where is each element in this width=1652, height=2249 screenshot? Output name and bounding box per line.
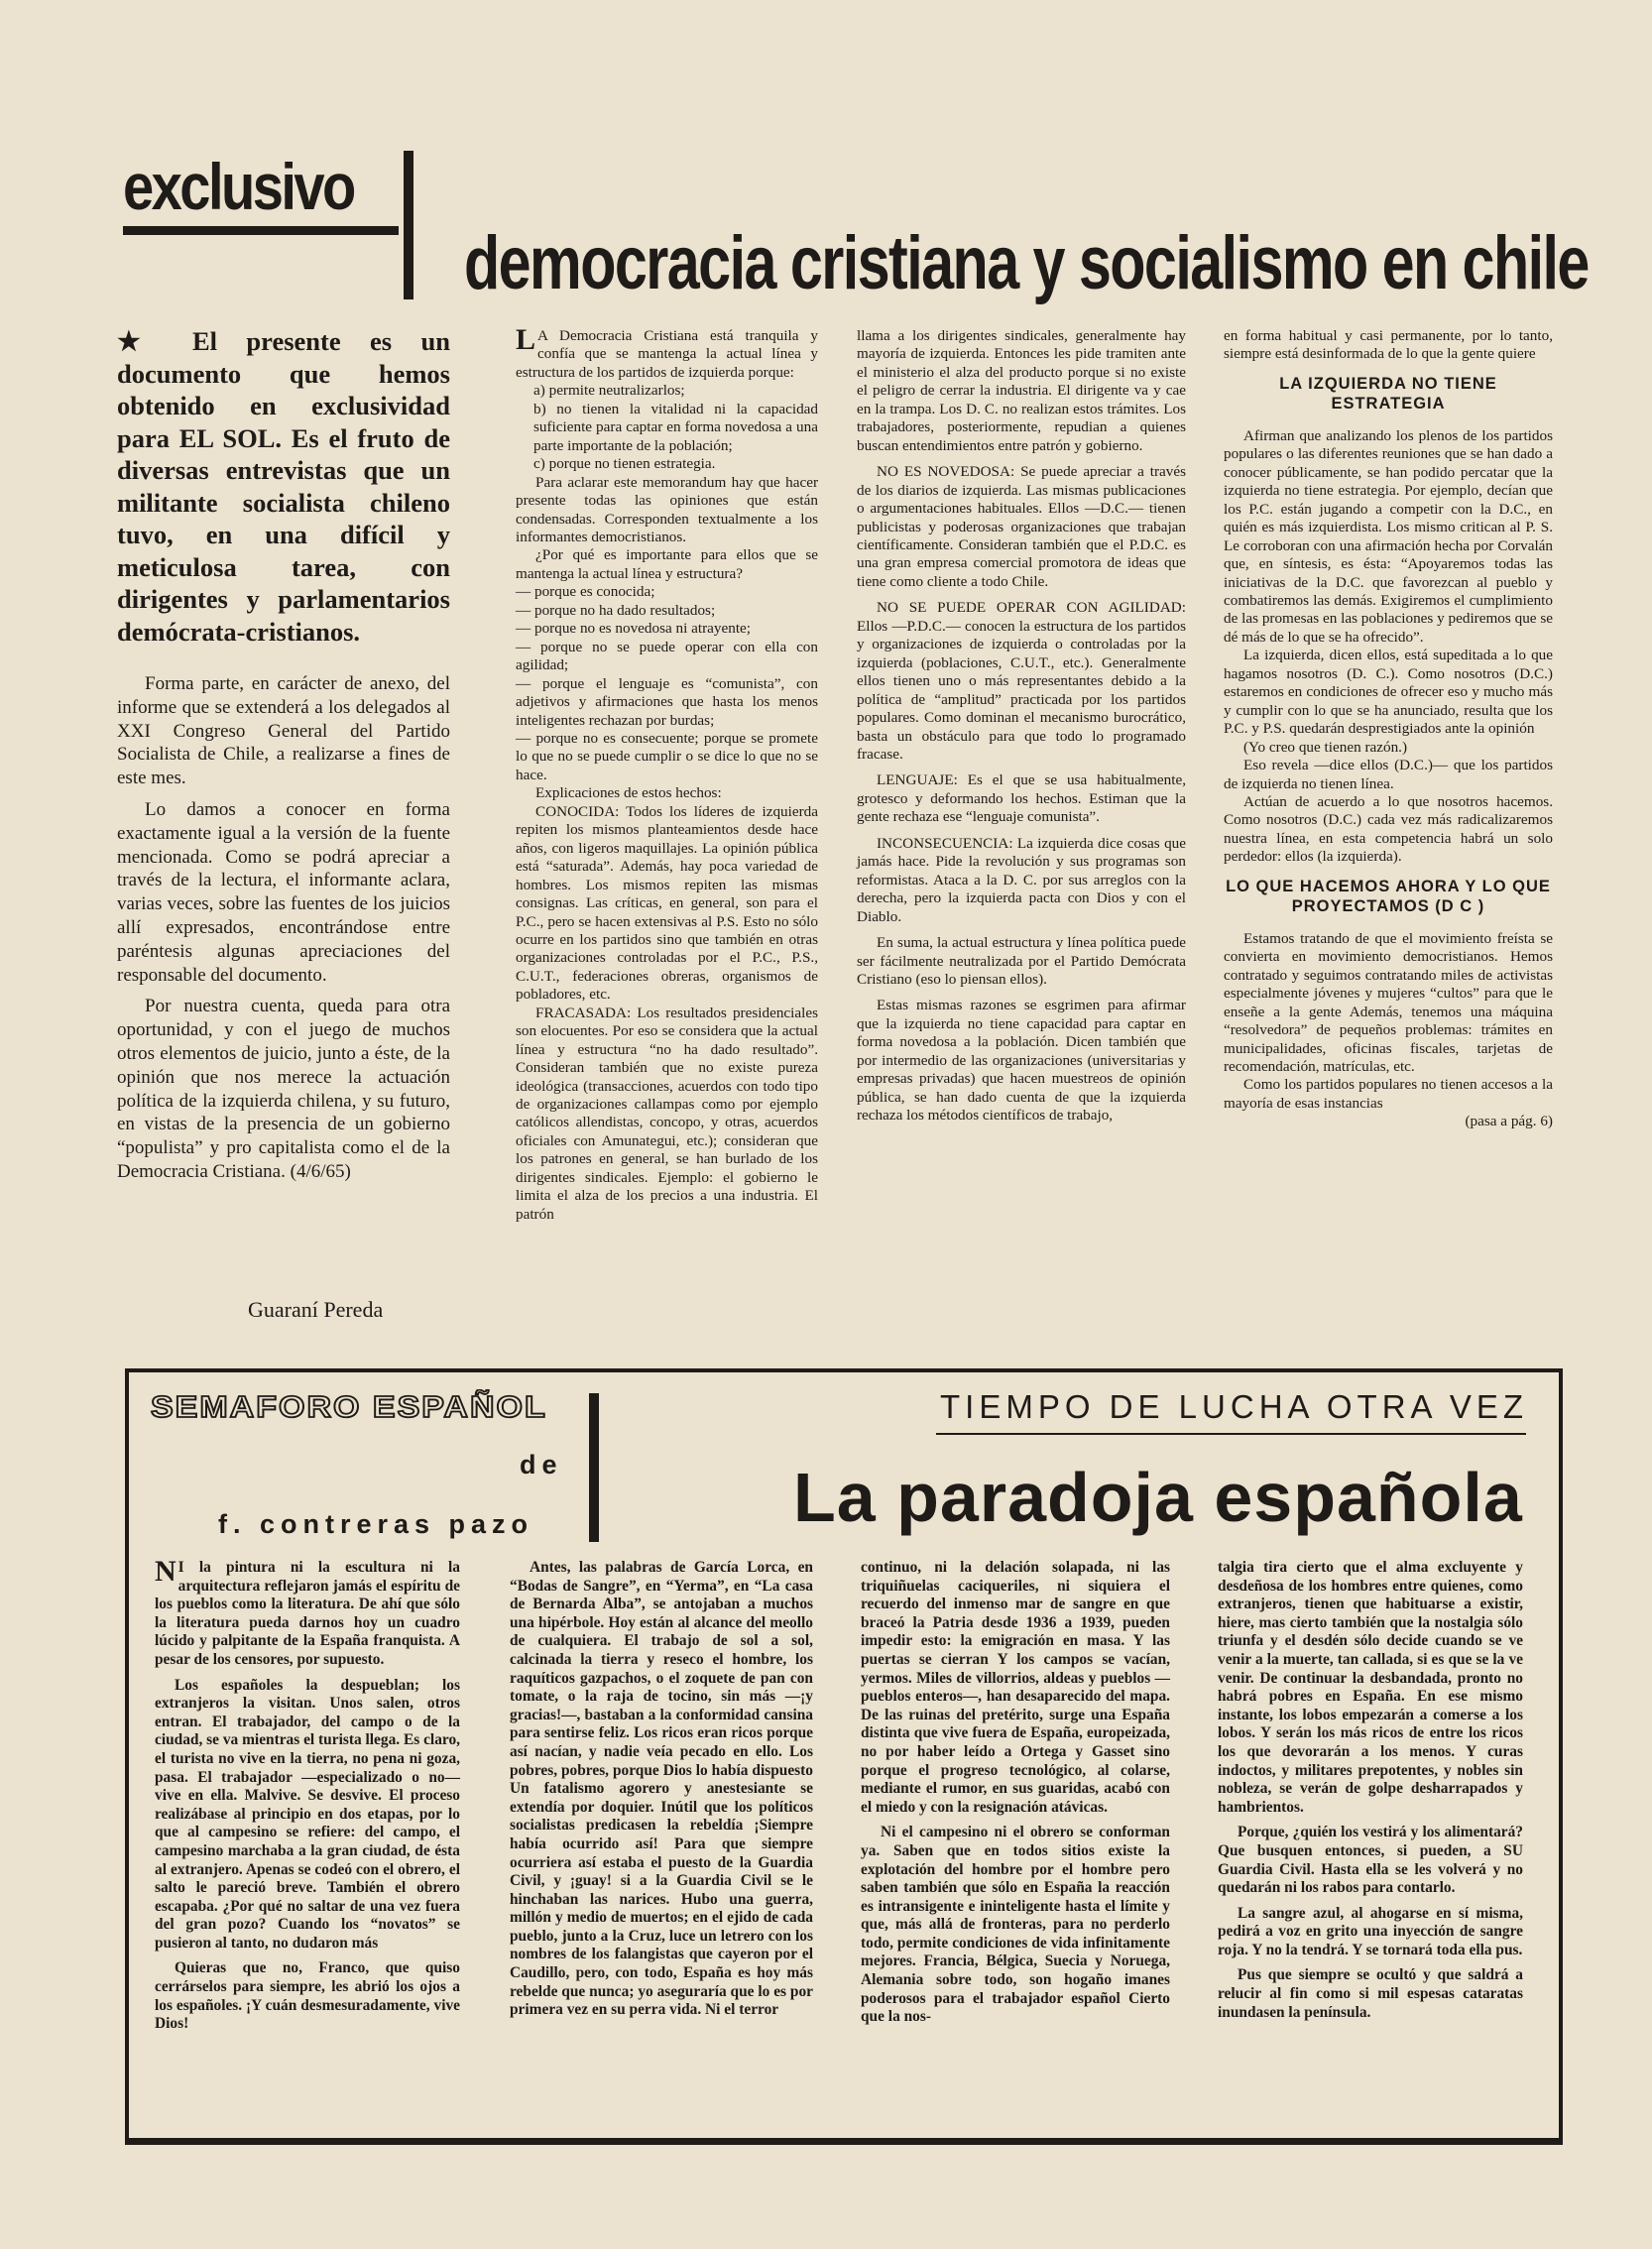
article2-column-3 xyxy=(861,1559,1170,2034)
paragraph xyxy=(516,323,818,382)
paragraph: Quieras que no, Franco, que quiso cerrárselos para siempre, les abrió los ojos a los españoles. ¡Y cuán desmesuradamente, vive Dios! xyxy=(155,1959,460,2033)
drop-cap: L xyxy=(516,323,536,356)
article1-column-3 xyxy=(857,327,1186,1125)
paragraph: talgia tira cierto que el alma excluyente y desdeñosa de los hombres entre quienes, como extranjeros, tienen que habituarse a existir, hiere, mas cierto también que la nostalgia sólo triunfa y el desdén sólo decide cuando se ve venir a la muerte, tan callada, si es que se la ve venir. De continuar la desbandada, pronto no habrá pobres en España. En ese mismo instante, los lobos empezarán a comerse a los lobos. Y serán los más ricos de entre los ricos los que devorarán a los menos. Y curas indoctos, y militares prepotentes, y nobles sin nobleza, se verán de golpe desharrapados y hambrientos. xyxy=(1218,1559,1523,1816)
paragraph: en forma habitual y casi permanente, por lo tanto, siempre está desinformada de lo que la gente quiere xyxy=(1224,327,1553,363)
list-item: — porque no ha dado resultados; xyxy=(516,601,716,619)
article1-column-2 xyxy=(516,323,818,1224)
subheading: LA IZQUIERDA NO TIENE ESTRATEGIA xyxy=(1279,374,1497,413)
paragraph: FRACASADA: Los resultados presidenciales son elocuentes. Por eso se considera que la actual línea y estructura “no ha dado resultado”. Consideran también que no existe pureza ideológica (transacciones, acuerdos con todo tipo de organizaciones callampas como por ejemplo católicos allendistas, concopo, y otras, acuerdos oficiales con Amunategui, etc.); consideran que los patrones en general, se han burlado de los dirigentes sindicales. Ejemplo: el gobierno le limita el alza de los precios a una industria. El patrón xyxy=(516,1004,818,1223)
paragraph: NO SE PUEDE OPERAR CON AGILIDAD: Ellos —P.D.C.— conocen la estructura de los partidos y organizaciones de izquierda o controladas por la izquierda (poblaciones, C.U.T., etc.). Generalmente ellos tienen uno o más representantes debido a la política de “amplitud” practicada por los partidos populares. Como dominan el mecanismo burocrático, basta un obstáculo para que todo lo programado fracase. xyxy=(857,599,1186,763)
byline-author: f. contreras pazo xyxy=(218,1509,534,1539)
list-item: — porque el lenguaje es “comunista”, con adjetivos y afirmaciones que hasta los menos inteligentes rechazan por burdas; xyxy=(516,674,818,729)
paragraph: Porque, ¿quién los vestirá y los alimentará? Que busquen entonces, si pueden, a SU Guardia Civil. Hasta ella se les volverá y no quedarán ni los rabos para contarlo. xyxy=(1218,1824,1523,1897)
paragraph: llama a los dirigentes sindicales, generalmente hay mayoría de izquierda. Entonces les pide tramiten ante el ministerio el alza del producto porque si no existe el peligro de cerrar la industria. El dirigente va y cae en la trampa. Los D. C. no realizan estos trámites. Los trabajadores, posteriormente, repudian a quienes buscan entendimientos entre patrón y gobierno. xyxy=(857,327,1186,454)
list-item: — porque no se puede operar con ella con agilidad; xyxy=(516,638,818,674)
drop-cap: N xyxy=(155,1555,177,1588)
subheading: LO QUE HACEMOS AHORA Y LO QUE PROYECTAMOS (D C ) xyxy=(1226,877,1551,915)
paragraph: Eso revela —dice ellos (D.C.)— que los partidos de izquierda no tienen línea. xyxy=(1224,757,1553,792)
intro-paragraph: ★ El presente es un documento que hemos obtenido en exclusividad para EL SOL. Es el fruto de diversas entrevistas que un militante socialista chileno tuvo, en una difícil y meticulosa tarea, con dirigentes y parlamentarios demócrata-cristianos. xyxy=(117,326,450,647)
paragraph: Estamos tratando de que el movimiento freísta se convierta en movimiento democristianos. Hemos contratado y seguimos contratando miles de activistas especialmente jóvenes y mujeres “cultos” para que le enseñe a la gente Además, tenemos una máquina “resolvedora” de pequeños problemas: trámites en municipalidades, oficinas fiscales, tarjetas de recomendación, matrículas, etc. xyxy=(1224,929,1553,1075)
list-item: b) no tienen la vitalidad ni la capacidad suficiente para captar en forma novedosa a una parte importante de la población; xyxy=(533,400,818,454)
kicker-rule xyxy=(936,1433,1526,1435)
list-item: — porque no es novedosa ni atrayente; xyxy=(516,620,752,638)
author-signature: Guaraní Pereda xyxy=(248,1297,384,1322)
article1-column-4 xyxy=(1224,327,1553,1131)
list-item: c) porque no tienen estrategia. xyxy=(533,455,716,473)
continued-note: (pasa a pág. 6) xyxy=(1465,1113,1553,1130)
paragraph: Los españoles la despueblan; los extranjeros la visitan. Unos salen, otros entran. El trabajador, del campo o de la ciudad, se va mientras el turista llega. Es claro, el turista no vive en la tierra, no pena ni goza, pasa. El trabajador —especializado o no— vive en ella. Malvive. Se desvive. El proceso realizábase al principio en dos etapas, por lo que al campesino se refiere: del campo, el campesino marchaba a la gran ciudad, de ésta al extranjero. Apenas se codeó con el obrero, el salto le pareció breve. También el obrero escapaba. ¿Por qué no saltar de una vez fuera del gran pozo? Cuando los “novatos” se pusieron al tanto, no dudaron más xyxy=(155,1676,460,1952)
article2-column-4 xyxy=(1218,1559,1523,2029)
paragraph: Afirman que analizando los plenos de los partidos populares o las diferentes reuniones que se han dado a conocer públicamente, se han podido percatar que la izquierda no tiene estrategia. Por ejemplo, decían que los P.C. están jugando a competir con la D.C., en quién es más izquierdista. Los mismo critican al P. S. Le corroboran con una afirmación hecha por Corvalán que, en síntesis, es ésta: “Apoyaremos todas las iniciativas de la D.C. que favorezcan al pueblo y combatiremos las demás. Exigiremos el cumplimiento de las promesas en las poblaciones y pediremos que se dé más de lo que se ha ofrecido”. xyxy=(1224,426,1553,646)
article1-column-1 xyxy=(117,672,450,1192)
article2-column-2 xyxy=(510,1559,813,2027)
paragraph: La izquierda, dicen ellos, está supeditada a lo que hagamos nosotros (D. C.). Como nosotros (D.C.) estaremos en condiciones de ofrecer eso y mucho más y cumplir con lo que se ha anunciado, resulta que los P.C. y P.S. quedarán desprestigiados ante la opinión xyxy=(1224,647,1553,738)
paragraph: INCONSECUENCIA: La izquierda dice cosas que jamás hace. Pide la revolución y sus programas son reformistas. Ataca a la D. C. por sus arreglos con la derecha, pero la izquierda pacta con Dios y con el Diablo. xyxy=(857,834,1186,925)
paragraph: NO ES NOVEDOSA: Se puede apreciar a través de los diarios de izquierda. Las mismas publicaciones o argumentaciones habituales. Ellos —D.C.— tienen publicistas y poderosas organizaciones que trabajan científicamente. Consideran también que el P.D.C. es una gran empresa comercial promotora de ideas que tiene como cliente a todo Chile. xyxy=(857,463,1186,590)
paragraph: Por nuestra cuenta, queda para otra oportunidad, y con el juego de muchos otros elementos de juicio, junto a éste, de la opinión que nos merece la actuación política de la izquierda chilena, y su futuro, en vistas de la presencia de un gobierno “populista” y pro capitalista como el de la Democracia Cristiana. (4/6/65) xyxy=(117,996,450,1182)
lead-text: I la pintura ni la escultura ni la arquitectura reflejaron jamás el espíritu de los pueblos como la literatura. De ahí que sólo la literatura pueda darnos hoy un cuadro lúcido y palpitante de la España franquista. A pesar de los censores, por supuesto. xyxy=(155,1559,460,1668)
vertical-rule xyxy=(589,1393,599,1542)
paragraph: Explicaciones de estos hechos: xyxy=(535,784,722,802)
section-title: SEMAFORO ESPAÑOL xyxy=(151,1389,547,1425)
vertical-rule xyxy=(404,151,413,299)
paragraph: Actúan de acuerdo a lo que nosotros hacemos. Como nosotros (D.C.) cada vez más radicalizaremos nuestra línea, en esta competencia habrá un solo perdedor: ellos (la izquierda). xyxy=(1224,792,1553,866)
paragraph: Antes, las palabras de García Lorca, en “Bodas de Sangre”, en “Yerma”, en “La casa de Bernarda Alba”, se antojaban a muchos una hipérbole. Hoy están al alcance del meollo de cualquiera. El trabajo de sol a sol, calcinada la tierra y reseco el hombre, los raquíticos gazpachos, o el zoquete de pan con tomate, o la raja de tocino, sin más —¡y gracias!—, bastaban a la conformidad cansina para sentirse feliz. Los ricos eran ricos porque así nacían, y nadie veía pecado en ello. Los pobres, pobres, porque Dios lo había dispuesto Un fatalismo agorero y anestesiante se extendía por doquier. Inútil que los políticos socialistas predicasen la rebeldía ¡Siempre había ocurrido así! Para que siempre ocurriera así estaba el puesto de la Guardia Civil, y ¡guay! si a la Guardia Civil se le hinchaban las narices. Hubo una guerra, millón y medio de muertos; en el ejido de cada pueblo, junto a la Cruz, luce un letrero con los nombres de los falangistas que cayeron por el Caudillo, pero, con todo, España es hoy más rebelde que nunca; yo aseguraría que lo es por primera vez en su perra vida. Ni el terror xyxy=(510,1559,813,2019)
article-kicker: TIEMPO DE LUCHA OTRA VEZ xyxy=(940,1388,1529,1425)
kicker-rule xyxy=(123,226,399,235)
paragraph: (Yo creo que tienen razón.) xyxy=(1243,738,1408,756)
list-item: — porque no es consecuente; porque se promete lo que no se puede cumplir o se dice lo que no se hace. xyxy=(516,729,818,783)
paragraph: Estas mismas razones se esgrimen para afirmar que la izquierda no tiene capacidad para captar en forma novedosa a la población. Dicen también que por intermedio de las organizaciones (universitarias y empresas privadas) que hacen muestreos de opinión pública, se han dado cuenta de que la izquierda rechaza los métodos científicos de trabajo, xyxy=(857,997,1186,1124)
article-headline: La paradoja española xyxy=(793,1459,1523,1536)
paragraph: La sangre azul, al ahogarse en sí misma, pedirá a voz en grito una inyección de sangre roja. Y no la tendrá. Y se tornará toda ella pus. xyxy=(1218,1904,1523,1958)
paragraph: En suma, la actual estructura y línea política puede ser fácilmente neutralizada por el Partido Demócrata Cristiano (eso lo piensan ellos). xyxy=(857,934,1186,988)
paragraph: Para aclarar este memorandum hay que hacer presente todas las opiniones que están condensadas. Corresponden textualmente a los informantes democristianos. xyxy=(516,473,818,545)
paragraph: Lo damos a conocer en forma exactamente igual a la versión de la fuente mencionada. Como se podrá apreciar a través de la lectura, el informante aclara, varias veces, sobre las fuentes de los juicios allí expresados, encontrándose entre paréntesis algunas apreciaciones del responsable del documento. xyxy=(117,798,450,986)
list-item: a) permite neutralizarlos; xyxy=(533,382,685,400)
article2-column-1 xyxy=(155,1555,460,2041)
paragraph: CONOCIDA: Todos los líderes de izquierda repiten los mismos planteamientos desde hace años, con ligeros maquillajes. La opinión pública está “saturada”. Además, hay poca variedad de hombres. Los mismos repiten las mismas consignas. Las críticas, en general, son para el P.C., pero se hacen extensivas al P.S. Esto no sólo ocurre en los partidos sino que también en otras organizaciones controladas por el P.C., P.S., C.U.T., federaciones obreras, organismos de pobladores, etc. xyxy=(516,802,818,1004)
paragraph: Como los partidos populares no tienen accesos a la mayoría de esas instancias xyxy=(1224,1076,1553,1112)
paragraph: Forma parte, en carácter de anexo, del informe que se extenderá a los delegados al XXI Congreso General del Partido Socialista de Chile, a realizarse a fines de este mes. xyxy=(117,673,450,789)
paragraph: LENGUAJE: Es el que se usa habitualmente, grotesco y deformando los hechos. Estiman que la gente rechaza ese “lenguaje comunista”. xyxy=(857,771,1186,826)
paragraph: Ni el campesino ni el obrero se conforman ya. Saben que en todos sitios existe la explotación del hombre por el hombre pero saben también que sólo en España la reacción es intransigente e ininteligente hasta el límite y que, más allá de fronteras, para no perderlo todo, permite condiciones de vida infinitamente mejores. Francia, Bélgica, Suecia y Noruega, Alemania sobre todo, son hogaño imanes poderosos para el trabajador español Cierto que la nos- xyxy=(861,1824,1170,2026)
paragraph: ¿Por qué es importante para ellos que se mantenga la actual línea y estructura? xyxy=(516,546,818,582)
paragraph: continuo, ni la delación solapada, ni las triquiñuelas caciqueriles, ni siquiera el recuerdo del inmenso mar de sangre en que braceó la Patria desde 1936 a 1939, pueden impedir esto: la emigración en masa. Y las puertas se cierran Y los campos se vacían, yermos. Miles de villorrios, aldeas y pueblos —pueblos enteros—, han desaparecido del mapa. De las ruinas del pretérito, surge una España distinta que vive fuera de España, europeizada, no por haber leído a Ortega y Gasset sino porque el progreso tecnológico, al colarse, mediante el rumor, en sus guaridas, acabó con el miedo y con la resignación atávicas. xyxy=(861,1559,1170,1816)
list-item: — porque es conocida; xyxy=(516,583,655,601)
byline-de: de xyxy=(520,1450,563,1480)
paragraph: Pus que siempre se ocultó y que saldrá a relucir al fin como si mil espesas cataratas inundasen la península. xyxy=(1218,1966,1523,2021)
section-kicker: exclusivo xyxy=(123,150,354,223)
article-headline: democracia cristiana y socialismo en chile xyxy=(464,221,1589,305)
paragraph xyxy=(155,1555,460,1670)
lead-text: A Democracia Cristiana está tranquila y confía que se mantenga la actual línea y estructura de los partidos de izquierda porque: xyxy=(516,327,818,381)
